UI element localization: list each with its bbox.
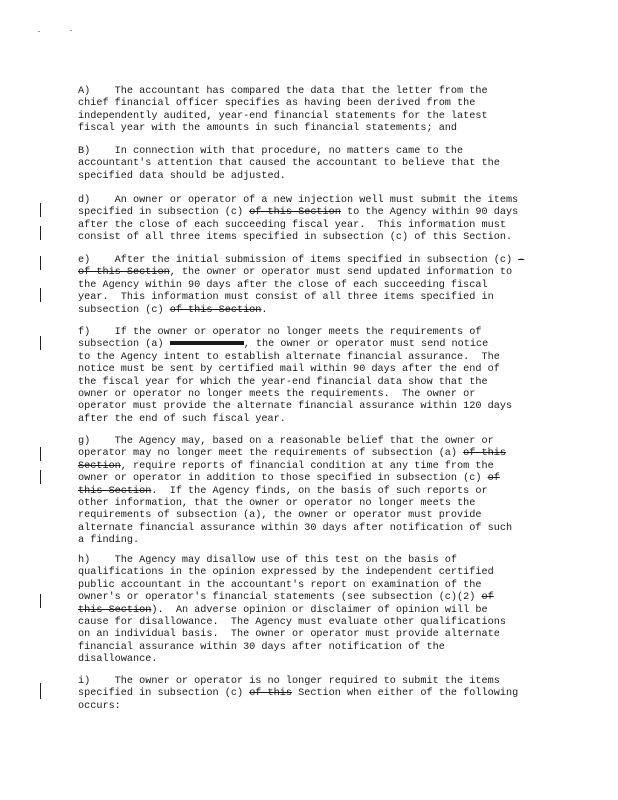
struck-text: of this xyxy=(249,688,292,700)
text-line xyxy=(78,352,548,364)
text-segment: , require reports of financial condition at any time from the xyxy=(120,460,494,472)
text-segment: qualifications in the opinion expressed by the independent certified xyxy=(78,567,494,579)
text-segment: after the end of such fiscal year. xyxy=(78,413,286,425)
revision-bar xyxy=(40,594,41,608)
text-segment: cause for disallowance. The Agency must evaluate other qualifications xyxy=(78,617,506,629)
struck-text: of this Section xyxy=(78,267,170,279)
text-segment: other information, that the owner or operator no longer meets the xyxy=(78,498,476,510)
text-line xyxy=(78,207,548,219)
text-line xyxy=(78,98,548,110)
text-line xyxy=(78,555,548,567)
text-line xyxy=(78,617,548,629)
paragraph-i xyxy=(78,676,548,713)
text-segment: owner or operator in addition to those specified in subsection (c) xyxy=(78,473,488,485)
text-segment: owner or operator no longer meets the requirements. The owner or xyxy=(78,389,476,401)
revision-bar xyxy=(40,203,41,217)
text-segment: public accountant in the accountant's report on examination of the xyxy=(78,579,482,591)
struck-text: - xyxy=(518,255,525,266)
revision-bar xyxy=(40,447,41,461)
text-segment: notice must be sent by certified mail within 90 days after the end of xyxy=(78,364,500,376)
text-line xyxy=(78,642,548,654)
text-segment: to the Agency within 90 days xyxy=(340,207,519,219)
text-segment: f) If the owner or operator no longer meets the requirements of xyxy=(78,327,482,338)
text-segment: disallowance. xyxy=(78,654,158,666)
text-segment: owner's or operator's financial statements (see subsection (c)(2) xyxy=(78,592,482,604)
text-line xyxy=(78,523,548,535)
struck-text: this Section xyxy=(78,485,152,497)
text-line xyxy=(78,86,548,98)
struck-text: this Section xyxy=(78,604,152,616)
text-line xyxy=(78,401,548,413)
text-line xyxy=(78,510,548,522)
text-segment: , the owner or operator must send notice xyxy=(243,339,489,351)
text-line xyxy=(78,605,548,617)
paragraph-f xyxy=(78,327,548,426)
text-segment: fiscal year with the amounts in such financial statements; and xyxy=(78,123,458,135)
text-line xyxy=(78,220,548,232)
revision-bar xyxy=(40,256,41,270)
text-segment: chief financial officer specifies as having been derived from the xyxy=(78,98,476,110)
text-line xyxy=(78,339,548,351)
struck-text: of this Section xyxy=(169,304,262,316)
struck-text: Section xyxy=(78,460,121,472)
text-line xyxy=(78,327,548,339)
text-line xyxy=(78,654,548,666)
paragraph-a xyxy=(78,86,548,136)
text-line xyxy=(78,292,548,304)
text-segment: a finding. xyxy=(78,535,140,547)
text-line xyxy=(78,255,548,267)
text-segment: g) The Agency may, based on a reasonable belief that the owner or xyxy=(78,436,494,447)
text-segment: A) The accountant has compared the data that the letter from the xyxy=(78,86,488,97)
text-segment: to the Agency intent to establish alternate financial assurance. The xyxy=(78,351,500,363)
text-line xyxy=(78,461,548,473)
text-line xyxy=(78,195,548,207)
text-segment: after the close of each succeeding fiscal year. This information must xyxy=(78,219,506,231)
text-segment: . xyxy=(261,304,268,316)
text-line xyxy=(78,688,548,700)
text-segment: financial assurance within 30 days after notification of the xyxy=(78,641,445,653)
text-line xyxy=(78,629,548,641)
scan-speck xyxy=(70,30,72,31)
text-line xyxy=(78,171,548,183)
text-line xyxy=(78,592,548,604)
text-segment: i) The owner or operator is no longer required to submit the items xyxy=(78,676,500,687)
text-line xyxy=(78,305,548,317)
text-segment: specified data should be adjusted. xyxy=(78,170,286,182)
text-segment: e) After the initial submission of items specified in subsection (c) xyxy=(78,255,519,266)
text-segment: subsection (a) xyxy=(78,339,170,351)
revision-bar xyxy=(40,336,41,350)
text-segment: specified in subsection (c) xyxy=(78,688,250,700)
paragraph-d xyxy=(78,195,548,245)
text-line xyxy=(78,111,548,123)
text-segment: , the owner or operator must send updated information to xyxy=(169,267,513,279)
paragraph-h xyxy=(78,555,548,667)
text-line xyxy=(78,146,548,158)
text-line xyxy=(78,580,548,592)
text-line xyxy=(78,123,548,135)
text-line xyxy=(78,448,548,460)
text-segment: . If the Agency finds, on the basis of such reports or xyxy=(151,485,488,497)
struck-text: of this Section xyxy=(249,207,341,219)
text-segment: accountant's attention that caused the accountant to believe that the xyxy=(78,158,500,170)
text-line xyxy=(78,701,548,713)
text-line xyxy=(78,436,548,448)
text-segment: requirements of subsection (a), the owner or operator must provide xyxy=(78,510,482,522)
text-line xyxy=(78,414,548,426)
paragraph-e xyxy=(78,255,548,317)
text-segment: operator may no longer meet the requirements of subsection (a) xyxy=(78,448,464,460)
text-line xyxy=(78,364,548,376)
text-segment: alternate financial assurance within 30 days after notification of such xyxy=(78,522,513,534)
revision-bar xyxy=(40,683,41,699)
text-line xyxy=(78,158,548,170)
text-segment: consist of all three items specified in subsection (c) of this Section. xyxy=(78,232,513,244)
text-segment: ). An adverse opinion or disclaimer of opinion will be xyxy=(151,604,488,616)
text-segment: d) An owner or operator of a new injection well must submit the items xyxy=(78,195,519,206)
text-segment: operator must provide the alternate financial assurance within 120 days xyxy=(78,401,513,413)
text-line xyxy=(78,377,548,389)
text-line xyxy=(78,267,548,279)
text-segment: occurs: xyxy=(78,700,121,712)
text-segment: subsection (c) xyxy=(78,304,170,316)
text-line xyxy=(78,280,548,292)
revision-bar xyxy=(40,226,41,240)
text-line xyxy=(78,535,548,547)
struck-text: of xyxy=(487,473,500,485)
revision-bar xyxy=(40,288,41,302)
scan-speck xyxy=(38,31,40,32)
text-line xyxy=(78,232,548,244)
text-line xyxy=(78,498,548,510)
text-segment: on an individual basis. The owner or operator must provide alternate xyxy=(78,629,500,641)
text-segment: specified in subsection (c) xyxy=(78,207,250,219)
redaction-mark xyxy=(170,341,244,345)
text-segment: Section when either of the following xyxy=(291,688,519,700)
text-line xyxy=(78,473,548,485)
paragraph-g xyxy=(78,436,548,548)
text-segment: year. This information must consist of all three items specified in xyxy=(78,292,494,304)
text-segment: the Agency within 90 days after the close of each succeeding fiscal xyxy=(78,279,488,291)
text-segment: independently audited, year-end financial statements for the latest xyxy=(78,110,488,122)
text-segment: the fiscal year for which the year-end financial data show that the xyxy=(78,376,488,388)
text-segment: h) The Agency may disallow use of this test on the basis of xyxy=(78,555,458,566)
text-line xyxy=(78,389,548,401)
paragraph-b xyxy=(78,146,548,183)
text-segment: B) In connection with that procedure, no matters came to the xyxy=(78,146,464,157)
struck-text: of xyxy=(481,592,494,604)
text-line xyxy=(78,486,548,498)
struck-text: of this xyxy=(463,448,506,460)
text-line xyxy=(78,567,548,579)
text-line xyxy=(78,676,548,688)
revision-bar xyxy=(40,470,41,484)
